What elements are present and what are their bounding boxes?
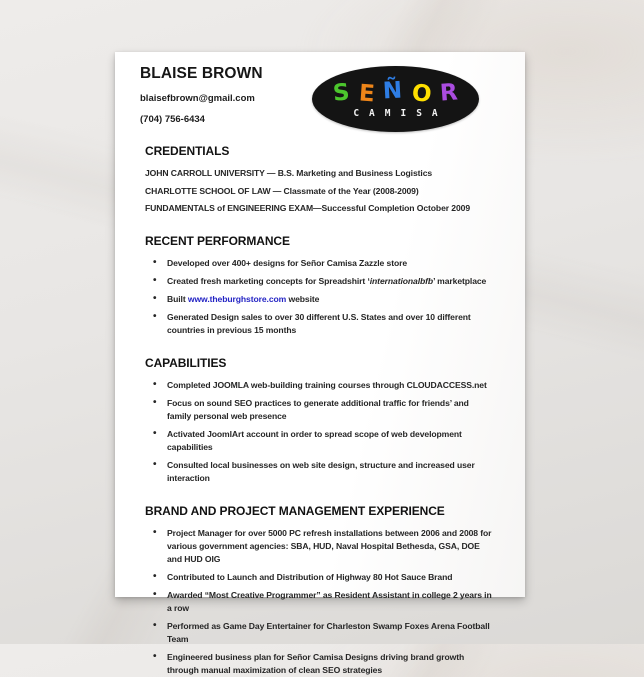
bullet-item <box>153 571 492 584</box>
section-title: CREDENTIALS <box>145 144 230 158</box>
logo-letter: O <box>410 79 433 108</box>
logo-letter: S <box>331 78 351 107</box>
person-name: BLAISE BROWN <box>140 65 263 82</box>
bullet-item <box>153 459 492 485</box>
text-segment: Created fresh marketing concepts for Spreadshirt ‘ <box>167 275 370 286</box>
bullet-list <box>145 257 492 337</box>
bullet-item <box>153 428 492 454</box>
text-segment: Completed JOOMLA web-building training courses through CLOUDACCESS.net <box>167 379 487 390</box>
text-segment: Built <box>167 293 188 304</box>
bullet-item <box>153 651 492 677</box>
logo-letter: Ñ <box>382 77 404 104</box>
section-brand-and-project-management-experience <box>145 504 492 677</box>
text-segment: Generated Design sales to over 30 different U.S. States and over 10 different countries in previous 15 months <box>167 311 471 335</box>
bullet-item <box>153 311 492 337</box>
senor-camisa-logo <box>312 66 479 132</box>
text-segment: Consulted local businesses on web site design, structure and increased user interaction <box>167 459 475 483</box>
bullet-item <box>153 275 492 288</box>
bullet-item <box>153 527 492 566</box>
inline-link[interactable]: www.theburghstore.com <box>187 293 287 304</box>
text-segment: website <box>286 293 320 304</box>
logo-letter: R <box>439 78 459 107</box>
credential-line: CHARLOTTE SCHOOL OF LAW — Classmate of the Year (2008-2009) <box>145 185 419 196</box>
logo-letter: E <box>357 79 376 108</box>
section-capabilities <box>145 356 492 485</box>
text-segment: Developed over 400+ designs for Señor Camisa Zazzle store <box>167 257 408 268</box>
logo-wordmark <box>331 77 459 108</box>
credential-line: FUNDAMENTALS of ENGINEERING EXAM—Successful Completion October 2009 <box>145 203 470 213</box>
bullet-list <box>145 379 492 485</box>
section-credentials <box>145 144 492 215</box>
text-segment: Awarded “Most Creative Programmer” as Resident Assistant in college 2 years in a row <box>167 589 492 613</box>
section-title: CAPABILITIES <box>145 355 227 370</box>
bullet-item <box>153 397 492 423</box>
phone-text: (704) 756-6434 <box>140 114 205 125</box>
text-segment: Contributed to Launch and Distribution of Highway 80 Hot Sauce Brand <box>167 571 453 582</box>
resume-header <box>115 52 525 125</box>
bullet-item <box>153 379 492 392</box>
bullet-item <box>153 589 492 615</box>
email-text: blaisefbrown@gmail.com <box>140 93 255 104</box>
bullet-item <box>153 293 492 306</box>
logo-subtext: CAMISA <box>353 107 448 119</box>
text-segment: Performed as Game Day Entertainer for Charleston Swamp Foxes Arena Football Team <box>167 620 490 644</box>
bullet-item <box>153 620 492 646</box>
text-segment: Project Manager for over 5000 PC refresh installations between 2006 and 2008 for various government agencies: SBA, HUD, Naval Hospital Bethesda, GSA, DOE and HUD OIG <box>167 527 492 564</box>
section-title: RECENT PERFORMANCE <box>145 233 290 248</box>
resume-sections <box>115 144 525 677</box>
text-segment: Activated JoomlArt account in order to spread scope of web development capabilities <box>167 428 462 452</box>
credential-line: JOHN CARROLL UNIVERSITY — B.S. Marketing and Business Logistics <box>145 168 433 178</box>
bullet-list <box>145 527 492 677</box>
text-segment: ’ marketplace <box>433 275 487 286</box>
italic-text: internationalbfb <box>369 275 434 286</box>
text-segment: Engineered business plan for Señor Camisa Designs driving brand growth through manual maximization of clean SEO strategies <box>167 651 465 675</box>
text-segment: Focus on sound SEO practices to generate additional traffic for friends’ and family personal web presence <box>167 397 469 421</box>
section-title: BRAND AND PROJECT MANAGEMENT EXPERIENCE <box>145 503 445 518</box>
section-recent-performance <box>145 234 492 337</box>
resume-postcard <box>115 52 525 675</box>
bullet-item <box>153 257 492 270</box>
